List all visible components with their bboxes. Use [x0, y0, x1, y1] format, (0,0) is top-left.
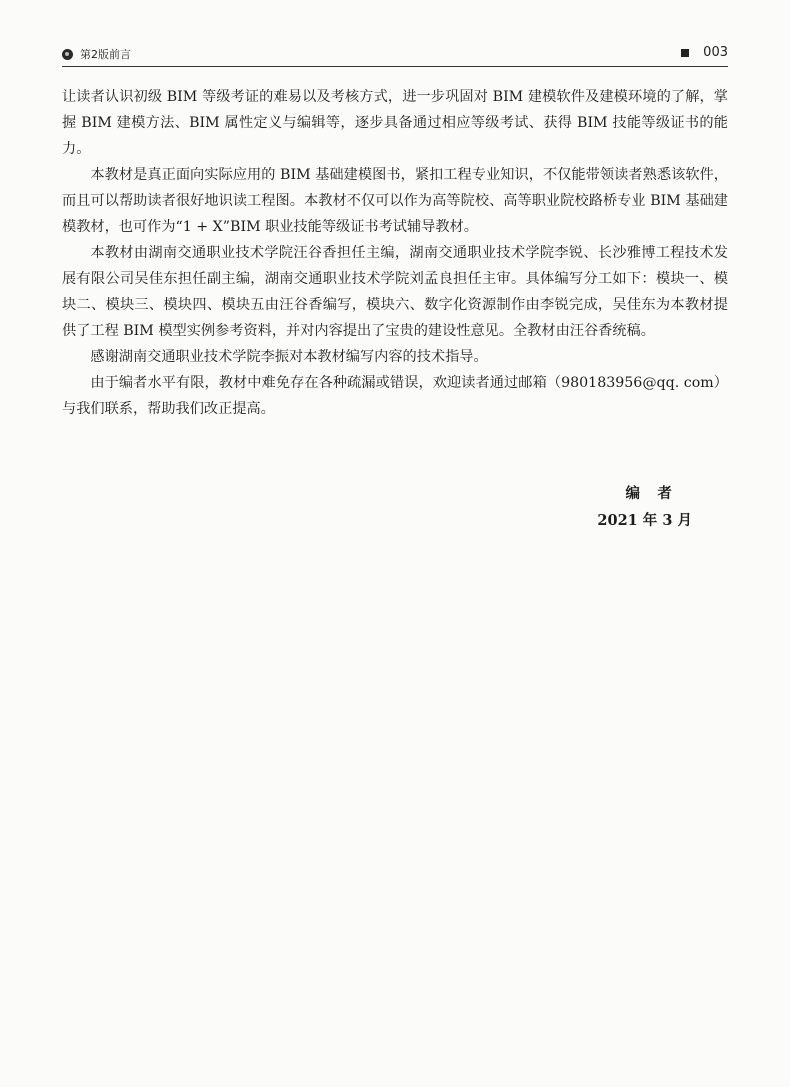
- preface-body: [62, 84, 728, 422]
- section-title: 第2版前言: [80, 48, 131, 61]
- paragraph-acknowledgement: 感谢湖南交通职业技术学院李振对本教材编写内容的技术指导。: [90, 349, 488, 365]
- header-right: [681, 45, 728, 60]
- paragraph-continuation: 让读者认识初级 BIM 等级考证的难易以及考核方式，进一步巩固对 BIM 建模软件及建模环境的了解，掌握 BIM 建模方法、BIM 属性定义与编辑等，逐步具备通过相应等级考试、获得 BIM 技能等级证书的能力。: [62, 89, 728, 157]
- paragraph-textbook-intro: 本教材是真正面向实际应用的 BIM 基础建模图书，紧扣工程专业知识，不仅能带领读者熟悉该软件，而且可以帮助读者很好地识读工程图。本教材不仅可以作为高等院校、高等职业院校路桥专业 BIM 基础建模教材，也可作为“1 + X”BIM 职业技能等级证书考试辅导教材。: [62, 167, 728, 235]
- page-header: [62, 44, 728, 67]
- signature-date: 2021 年 3 月: [597, 512, 692, 529]
- signature-block: [597, 480, 692, 534]
- square-marker-icon: [681, 49, 689, 57]
- author-signature: 编者: [625, 485, 690, 502]
- bullet-icon: [62, 49, 73, 60]
- header-left: [62, 46, 131, 62]
- paragraph-editors: 本教材由湖南交通职业技术学院汪谷香担任主编，湖南交通职业技术学院李锐、长沙雅博工程技术发展有限公司吴佳东担任副主编，湖南交通职业技术学院刘孟良担任主审。具体编写分工如下：模块一、模块二、模块三、模块四、模块五由汪谷香编写，模块六、数字化资源制作由李锐完成，吴佳东为本教材提供了工程 BIM 模型实例参考资料，并对内容提出了宝贵的建设性意见。全教材由汪谷香统稿。: [62, 245, 728, 339]
- page-number: 003: [703, 45, 728, 60]
- paragraph-feedback: 由于编者水平有限，教材中难免存在各种疏漏或错误，欢迎读者通过邮箱（980183956@qq. com）与我们联系，帮助我们改正提高。: [62, 375, 728, 417]
